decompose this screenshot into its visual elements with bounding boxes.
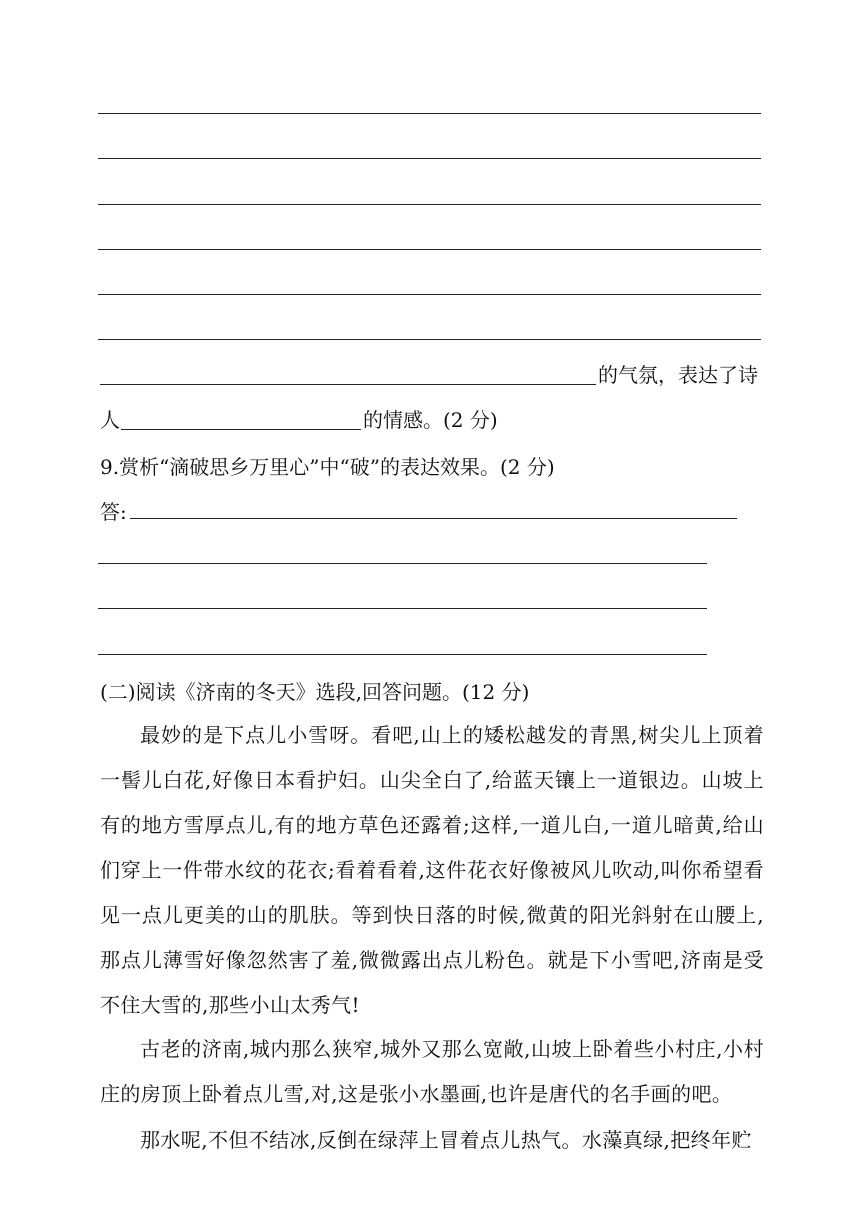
answer-line[interactable] bbox=[98, 563, 707, 564]
answer-line[interactable] bbox=[98, 608, 707, 609]
fill-blank-atmosphere[interactable] bbox=[100, 384, 596, 385]
passage-paragraph: 那水呢,不但不结冰,反倒在绿萍上冒着点儿热气。水藻真绿,把终年贮 bbox=[140, 1128, 752, 1152]
answer-line[interactable] bbox=[98, 113, 761, 114]
answer-line[interactable] bbox=[98, 654, 707, 655]
question-9: 9.赏析“滴破思乡万里心”中“破”的表达效果。(2 分) bbox=[100, 455, 555, 479]
answer-label: 答: bbox=[100, 500, 127, 524]
fill-text-suffix: 的情感。(2 分) bbox=[363, 408, 498, 432]
answer-line[interactable] bbox=[98, 294, 761, 295]
answer-line[interactable] bbox=[98, 204, 761, 205]
answer-line[interactable] bbox=[130, 518, 737, 519]
passage-paragraph: 古老的济南,城内那么狭窄,城外又那么宽敞,山坡上卧着些小村庄,小村庄的房顶上卧着点儿雪,对,这是张小水墨画,也许是唐代的名手画的吧。 bbox=[100, 1037, 764, 1106]
answer-line[interactable] bbox=[98, 158, 761, 159]
section-heading: (二)阅读《济南的冬天》选段,回答问题。(12 分) bbox=[100, 680, 530, 704]
answer-line[interactable] bbox=[98, 249, 761, 250]
passage-paragraph: 最妙的是下点儿小雪呀。看吧,山上的矮松越发的青黑,树尖儿上顶着一髻儿白花,好像日本看护妇。山尖全白了,给蓝天镶上一道银边。山坡上有的地方雪厚点儿,有的地方草色还露着;这样,一道儿白,一道儿暗黄,给山们穿上一件带水纹的花衣;看着看着,这件花衣好像被风儿吹动,叫你希望看见一点儿更美的山的肌肤。等到快日落的时候,微黄的阳光斜射在山腰上,那点儿薄雪好像忽然害了羞,微微露出点儿粉色。就是下小雪吧,济南是受不住大雪的,那些小山太秀气! bbox=[100, 723, 764, 1017]
fill-text-atmosphere: 的气氛，表达了诗 bbox=[598, 363, 758, 387]
fill-text-prefix: 人 bbox=[100, 408, 120, 432]
answer-line[interactable] bbox=[98, 339, 761, 340]
fill-blank-emotion[interactable] bbox=[121, 429, 361, 430]
